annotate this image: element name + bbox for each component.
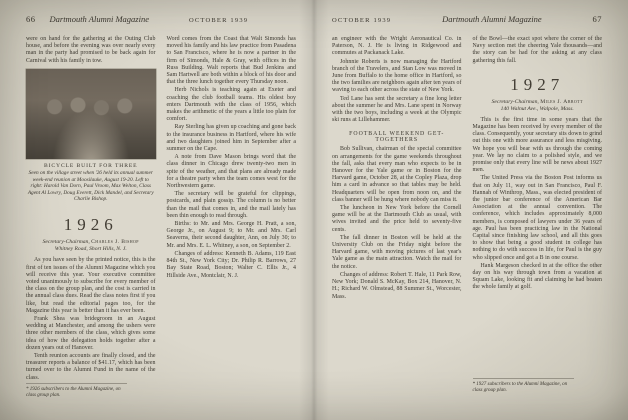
secretary-address: 140 Walnut Ave., Walpole, Mass.	[500, 105, 574, 112]
body-paragraph: Frank Shea was bridegroom in an August wedding at Manchester, and among the ushers were three other members of the class, which gives some idea of how the delegation holds together after a dozen years out of Hanover.	[26, 315, 156, 351]
body-paragraph: Bob Sullivan, chairman of the special committee on arrangements for the game weekends throughout the fall, asks that every man who expects to be in Hanover for the Yale game or in Boston for the Harvard game, October 28, at the Copley Plaza, drop him a card in advance so that tables may be held. Headquarters will be open from noon on, and the class banner will be hung where nobody can miss it.	[332, 146, 462, 203]
body-paragraph: Ted Lane has sent the secretary a fine long letter about the summer he and Mrs. Lane spent in Norway with the two boys, including a week at the Olympic ski runs at Lillehammer.	[332, 95, 462, 124]
body-paragraph: of the Bowl—the exact spot where the corner of the Navy section met the cheering Yale thousands—and the story can be had for the asking at any class gathering this fall.	[472, 36, 602, 64]
secretary-line	[26, 239, 156, 246]
secretary-label: Secretary-Chairman,	[42, 239, 90, 246]
right-column-2	[473, 36, 603, 394]
running-head-right	[332, 14, 602, 24]
body-paragraph: The United Press via the Boston Post informs us that on July 11, way out in San Francisco, Paul F. Hannah of Winthrop, Mass., was elected president of the junior bar conference of the American Bar Association at the annual convention. The conference, which includes approximately 8,000 members, is composed of lawyers under 36 years of age. Paul has been practicing law in the National Capital since finishing law school, and all this goes to show that being a good student in college has nothing to do with success in life, for Paul is the guy who slipped once and got a B in one course.	[472, 175, 602, 261]
magazine-title-right: Dartmouth Alumni Magazine	[442, 14, 542, 24]
class-reunion-photo	[26, 69, 156, 159]
left-column-1	[26, 36, 156, 398]
football-weekend-subhead: FOOTBALL WEEKEND GET-TOGETHERS	[349, 131, 445, 144]
body-paragraph: The fall dinner in Boston will be held at the University Club on the Friday night before the Harvard game, with moving pictures of last year's Yale game as the main attraction. Watch the mail for the notice.	[332, 234, 462, 270]
body-paragraph: Word comes from the Coast that Walt Simonds has moved his family and his law practice from Pasadena to San Francisco, where he is now a partner in the firm of Simonds, Hale & Gray, with offices in the Russ Building. Walt reports that Bud Jenkins and Sam Hartwell are both within a block of his door and that the three lunch together every Thursday noon.	[166, 36, 296, 86]
class-footnote-left: * 1926 subscribers to the Alumni Magazine, on class group plan.	[26, 383, 127, 399]
issue-date-right: OCTOBER 1939	[332, 17, 392, 24]
class-footnote-right: * 1927 subscribers to the Alumni Magazine, on class group plan.	[473, 378, 574, 394]
photo-block	[26, 69, 156, 203]
body-paragraph: were on hand for the gathering at the Outing Club house, and before the evening was over nearly every man in the party had promised to be back again for Carnival with his family in tow.	[26, 36, 156, 64]
body-paragraph: Hank Margeson checked in at the office the other day on his way through town from a vacation at Squam Lake, looking fit and claiming he had beaten the whole family at golf.	[472, 262, 602, 291]
photo-caption-text: Seen on the village street when '26 held its annual summer week-end reunion at Moosilauke, August 19-20. Left to right: Harold Van Dorn, Paul Vroom, Max Welton, Class Agent Al Lowry, Doug Everett, Dick Mandel, and Secretary Charlie Bishop.	[27, 170, 154, 202]
secretary-name: Miles J. Abbott	[540, 98, 583, 105]
left-page-columns	[26, 36, 296, 398]
body-paragraph: Changes of address: Robert T. Hale, 11 Park Row, New York; Donald S. McKay, Box 214, Hanover, N. H.; Richard W. Olmstead, 88 Summer St., Worcester, Mass.	[332, 271, 462, 300]
page-number-right: 67	[592, 14, 602, 24]
magazine-title-left: Dartmouth Alumni Magazine	[49, 14, 149, 24]
body-paragraph: The secretary will be grateful for clippings, postcards, and plain gossip. The column is no better than the mail that comes in, and the mail lately has been thin enough to read through.	[166, 191, 296, 219]
body-paragraph: A note from Dave Mason brings word that the class dinner in Chicago drew twenty-two men in spite of the weather, and that plans are already made for a theatre party when the team comes west for the Northwestern game.	[166, 154, 296, 190]
body-paragraph: Ray Sterling has given up coaching and gone back to the insurance business in Hartford, where his wife and two daughters joined him in September after a summer on the Cape.	[166, 124, 296, 153]
photo-caption-title: BICYCLE BUILT FOR THREE	[44, 162, 138, 169]
right-column-1	[332, 36, 462, 394]
body-paragraph: This is the first time in some years that the Magazine has been received by every member of the class. Consequently, your secretary sits down to grind out this one with more assurance and less misgiving. We hope you will bear with us through the coming year. We lay no claim to a polished style, and we promise only that every line will be news about 1927 men.	[472, 116, 602, 174]
body-paragraph: Tenth reunion accounts are finally closed, and the treasurer reports a balance of $41.17, which has been turned over to the Alumni Fund in the name of the class.	[26, 352, 156, 381]
body-paragraph: Changes of address: Kenneth B. Adams, 119 East 84th St., New York City; Dr. Philip R. Barrows, 27 Bay State Road, Boston; Walter C. Ellis Jr., 4 Hillside Ave., Montclair, N. J.	[166, 250, 296, 279]
secretary-label: Secretary-Chairman,	[491, 98, 539, 105]
body-paragraph: The luncheon in New York before the Cornell game will be at the Dartmouth Club as usual, with wives invited and the price held to seventy-five cents.	[332, 205, 462, 233]
body-paragraph: Johnnie Roberts is now managing the Hartford branch of the Travelers, and Stan Low was moved in June from Buffalo to the home office in Hartford, so the two families are neighbors again after ten years of waving to each other across the state of New York.	[332, 58, 462, 94]
class-year-heading-1926: 1926	[63, 215, 118, 235]
page-right	[314, 0, 628, 420]
right-page-columns	[332, 36, 602, 394]
class-year-heading-1927: 1927	[510, 74, 565, 94]
body-paragraph: an engineer with the Wright Aeronautical Co. in Paterson, N. J. He is living in Ridgewood and commutes at Packanack Lake.	[332, 36, 462, 57]
secretary-name: Charles J. Bishop	[91, 239, 139, 246]
body-paragraph: As you have seen by the printed notice, this is the first of ten issues of the Alumni Magazine which you will receive this year. Your executive committee voted unanimously to subscribe for every member of the class on the group plan, and the cost is carried in the annual class dues. Read the class notes first if you like, but read the editorial pages too, for the Magazine this year is better than it has ever been.	[26, 257, 156, 314]
secretary-line	[473, 99, 603, 106]
secretary-address: Whitney Road, Short Hills, N. J.	[54, 246, 127, 253]
issue-date-left: OCTOBER 1939	[188, 17, 249, 24]
left-column-2	[167, 36, 297, 394]
body-paragraph: Herb Nichols is teaching again at Exeter and coaching the club football teams. His oldest boy enters Dartmouth with the class of 1956, which makes the arithmetic of the years a little too plain for comfort.	[166, 87, 296, 123]
running-head-left	[26, 14, 296, 24]
page-number-left: 66	[26, 14, 36, 24]
body-paragraph: Births: to Mr. and Mrs. George H. Pratt, a son, George Jr., on August 9; to Mr. and Mrs. Carl Seaverns, their second daughter, Ann, on July 30; to Mr. and Mrs. E. L. Whitney, a son, on September 2.	[166, 221, 296, 249]
